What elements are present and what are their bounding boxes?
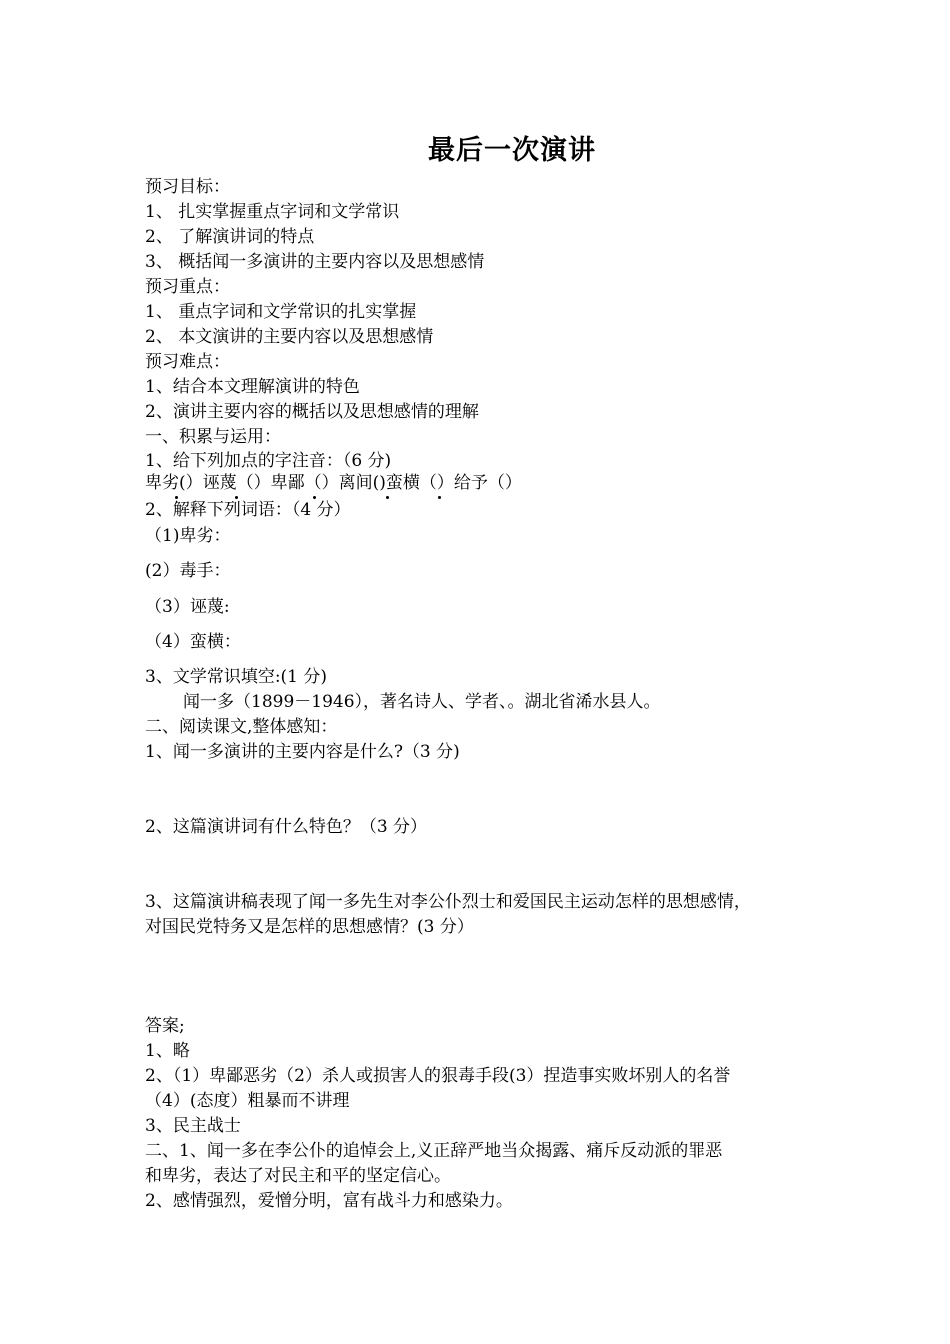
section2-heading: 二、阅读课文,整体感知：: [145, 717, 338, 737]
difficulty-heading: 预习难点：: [145, 352, 230, 372]
page-title: 最后一次演讲: [428, 135, 596, 166]
explain-item: (2）毒手：: [145, 561, 231, 581]
reading-question: 1、闻一多演讲的主要内容是什么?（3 分): [145, 742, 460, 762]
reading-question: 2、这篇演讲词有什么特色？（3 分）: [145, 817, 428, 837]
reading-question: 3、这篇演讲稿表现了闻一多先生对李公仆烈士和爱国民主运动怎样的思想感情，: [145, 892, 751, 912]
explain-item: （1)卑劣：: [145, 526, 231, 546]
answer-line: 和卑劣，表达了对民主和平的坚定信心。: [145, 1166, 451, 1186]
focus-heading: 预习重点：: [145, 277, 230, 297]
answer-line: 1、略: [145, 1041, 190, 1061]
emphasis-dot: [438, 496, 441, 499]
pinyin-words: 卑劣(）诬蔑（）卑鄙（）离间()蛮横（）给予（）: [145, 473, 522, 493]
difficulty-item: 1、结合本文理解演讲的特色: [145, 377, 360, 397]
section1-heading: 一、积累与运用：: [145, 427, 281, 447]
emphasis-dot: [386, 496, 389, 499]
reading-question-cont: 对国民党特务又是怎样的思想感情？(3 分）: [145, 917, 474, 937]
explain-item: （4）蛮横：: [145, 632, 241, 652]
pinyin-words-line: [145, 471, 522, 497]
question-pinyin: 1、给下列加点的字注音：（6 分): [145, 451, 392, 471]
answer-line: （4）(态度）粗暴而不讲理: [145, 1091, 350, 1111]
question-literature: 3、文学常识填空:(1 分): [145, 667, 328, 687]
goal-item: 1、 扎实掌握重点字词和文学常识: [145, 202, 400, 222]
answer-line: 2、（1）卑鄙恶劣（2）杀人或损害人的狠毒手段(3）捏造事实败坏别人的名誉: [145, 1066, 731, 1086]
explain-item: （3）诬蔑:: [145, 597, 230, 617]
answer-line: 3、民主战士: [145, 1116, 241, 1136]
focus-item: 2、 本文演讲的主要内容以及思想感情: [145, 327, 434, 347]
difficulty-item: 2、演讲主要内容的概括以及思想感情的理解: [145, 402, 479, 422]
answer-line: 二、1、闻一多在李公仆的追悼会上,义正辞严地当众揭露、痛斥反动派的罪恶: [145, 1141, 723, 1161]
focus-item: 1、 重点字词和文学常识的扎实掌握: [145, 302, 417, 322]
question-explain: 2、解释下列词语：（4 分）: [145, 500, 351, 520]
goal-item: 2、 了解演讲词的特点: [145, 227, 315, 247]
answers-heading: 答案;: [145, 1016, 185, 1036]
answer-line: 2、感情强烈，爱憎分明，富有战斗力和感染力。: [145, 1191, 513, 1211]
goals-heading: 预习目标：: [145, 177, 230, 197]
literature-text: 闻一多（1899－1946），著名诗人、学者、。湖北省浠水县人。: [183, 692, 661, 712]
goal-item: 3、 概括闻一多演讲的主要内容以及思想感情: [145, 252, 485, 272]
